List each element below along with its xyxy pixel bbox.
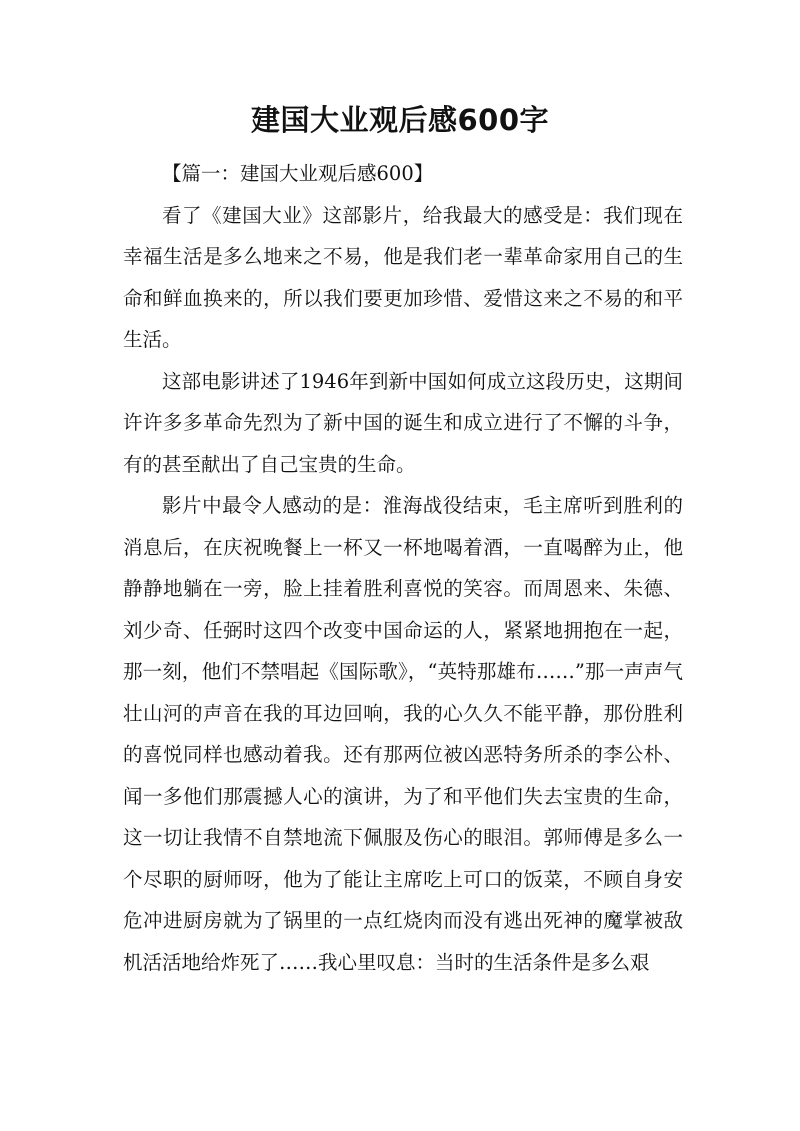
paragraph: 看了《建国大业》这部影片，给我最大的感受是：我们现在幸福生活是多么地来之不易，他是我们老一辈革命家用自己的生命和鲜血换来的，所以我们要更加珍惜、爱惜这来之不易的和平生活。 [123, 203, 683, 351]
document-title: 建国大业观后感600字 [250, 103, 550, 137]
section-heading: 【篇一：建国大业观后感600】 [162, 162, 434, 185]
paragraph: 影片中最令人感动的是：淮海战役结束，毛主席听到胜利的消息后，在庆祝晚餐上一杯又一杯地喝着酒，一直喝醉为止，他静静地躺在一旁，脸上挂着胜利喜悦的笑容。而周恩来、朱德、刘少奇、任弼时这四个改变中国命运的人，紧紧地拥抱在一起，那一刻，他们不禁唱起《国际歌》，“英特那雄布……”那一声声气壮山河的声音在我的耳边回响，我的心久久不能平静，那份胜利的喜悦同样也感动着我。还有那两位被凶恶特务所杀的李公朴、闻一多他们那震撼人心的演讲，为了和平他们失去宝贵的生命，这一切让我情不自禁地流下佩服及伤心的眼泪。郭师傅是多么一个尽职的厨师呀，他为了能让主席吃上可口的饭菜，不顾自身安危冲进厨房就为了锅里的一点红烧肉而没有逃出死神的魔掌被敌机活活地给炸死了……我心里叹息：当时的生活条件是多么艰 [123, 494, 683, 974]
paragraph: 这部电影讲述了1946年到新中国如何成立这段历史，这期间许许多多革命先烈为了新中国的诞生和成立进行了不懈的斗争，有的甚至献出了自己宝贵的生命。 [123, 369, 683, 476]
document-body [123, 153, 683, 983]
